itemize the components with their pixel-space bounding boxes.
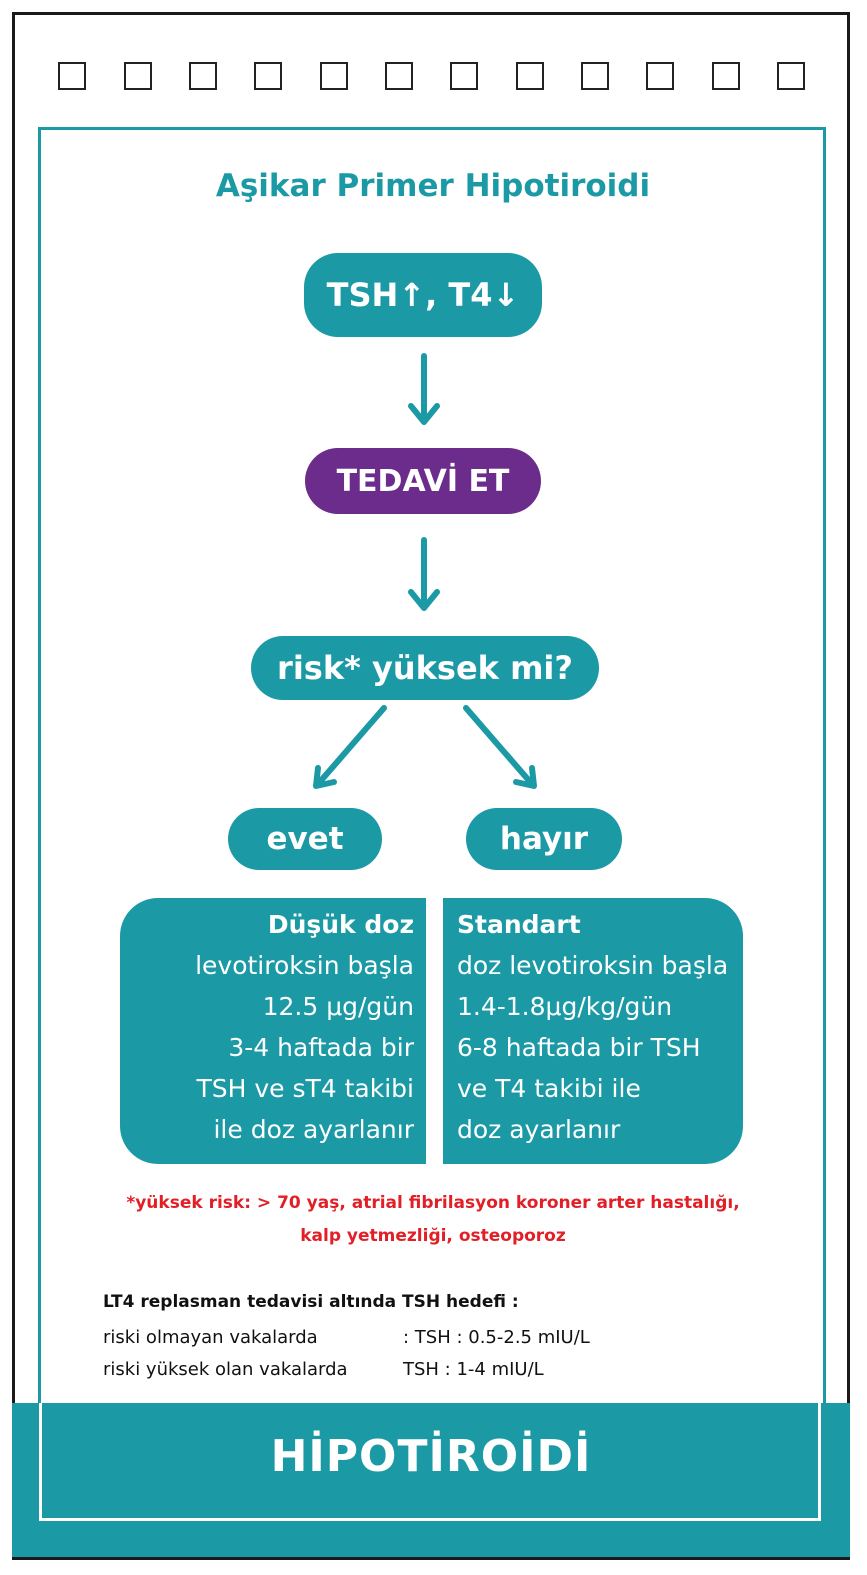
low-dose-line: TSH ve sT4 takibi (196, 1074, 414, 1103)
risk-question-node: risk* yüksek mi? (251, 636, 599, 700)
tsh-target-value: TSH : 1-4 mIU/L (403, 1359, 544, 1380)
low-dose-heading: Düşük doz (267, 910, 414, 939)
standard-dose-line: doz levotiroksin başla (457, 951, 729, 980)
lab-finding-node: TSH↑, T4↓ (304, 253, 542, 337)
low-dose-line: 12.5 μg/gün (262, 992, 414, 1021)
treat-node: TEDAVİ ET (305, 448, 541, 514)
low-dose-line: ile doz ayarlanır (213, 1115, 414, 1144)
low-dose-line: levotiroksin başla (195, 951, 414, 980)
footer-title: HİPOTİROİDİ (270, 1431, 592, 1482)
standard-dose-line: doz ayarlanır (457, 1115, 621, 1144)
tsh-target-value: : TSH : 0.5-2.5 mIU/L (403, 1327, 590, 1348)
yes-node: evet (228, 808, 382, 870)
tsh-target-row (103, 1327, 590, 1348)
low-dose-box (120, 898, 426, 1164)
footer-band (12, 1403, 850, 1557)
tsh-target-title: LT4 replasman tedavisi altında TSH hedefi : (103, 1292, 519, 1312)
no-node: hayır (466, 808, 622, 870)
standard-dose-line: 6-8 haftada bir TSH (457, 1033, 701, 1062)
tsh-target-case: riski olmayan vakalarda (103, 1327, 318, 1348)
standard-dose-box (443, 898, 743, 1164)
arrow-risk-to-yes (318, 708, 384, 784)
standard-dose-line: ve T4 takibi ile (457, 1074, 641, 1103)
tsh-target-case: riski yüksek olan vakalarda (103, 1359, 348, 1380)
arrow-risk-to-no (466, 708, 532, 784)
risk-note-line2: kalp yetmezliği, osteoporoz (300, 1226, 566, 1246)
diagram-title: Aşikar Primer Hipotiroidi (215, 168, 651, 204)
tsh-target-row (103, 1359, 544, 1380)
standard-dose-heading: Standart (457, 910, 581, 939)
standard-dose-line: 1.4-1.8μg/kg/gün (457, 992, 673, 1021)
low-dose-line: 3-4 haftada bir (228, 1033, 414, 1062)
risk-note-line1: *yüksek risk: > 70 yaş, atrial fibrilasyon koroner arter hastalığı, (126, 1193, 740, 1213)
